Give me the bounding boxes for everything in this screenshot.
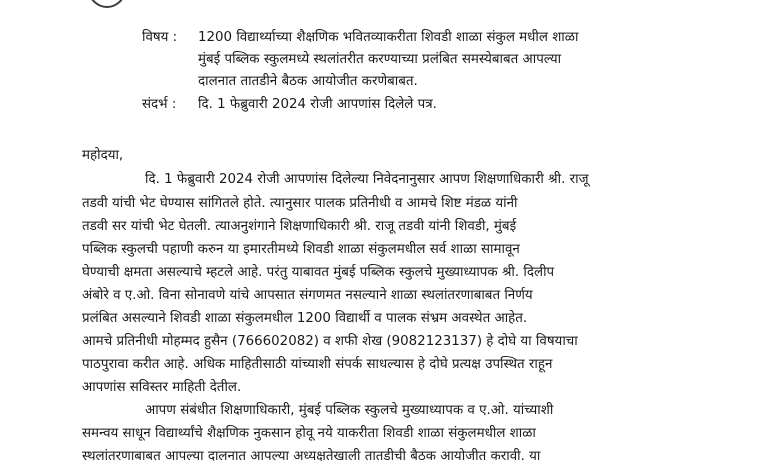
body-line: अंबोरे व ए.ओ. विना सोनावणे यांचे आपसात संगणमत नसल्याने शाळा स्थलांतरणाबाबत निर्णय xyxy=(82,288,533,303)
letterhead-logo-fragment xyxy=(88,0,126,8)
salutation: महोदया, xyxy=(82,148,124,163)
subject-line-3: दालनात तातडीने बैठक आयोजीत करणेबाबत. xyxy=(198,74,418,89)
subject-line-2: मुंबई पब्लिक स्कुलमध्ये स्थलांतरीत करण्याच्या प्रलंबित समस्येबाबत आपल्या xyxy=(198,52,562,67)
body-line: घेण्याची क्षमता असल्याचे म्हटले आहे. परंतु याबावत मुंबई पब्लिक स्कुलचे मुख्याध्यापक श्री. दिलीप xyxy=(82,265,555,280)
body-line: पब्लिक स्कुलची पहाणी करुन या इमारतीमध्ये शिवडी शाळा संकुलमधील सर्व शाळा सामावून xyxy=(82,242,520,257)
body-line: दि. 1 फेब्रुवारी 2024 रोजी आपणांस दिलेल्या निवेदनानुसार आपण शिक्षणाधिकारी श्री. राजू xyxy=(145,172,589,187)
body-line: आमचे प्रतिनीधी मोहम्मद हुसैन (766602082) व शफी शेख (9082123137) हे दोघे या विषयाचा xyxy=(82,334,578,349)
subject-label: विषय : xyxy=(142,30,178,45)
reference-label: संदर्भ : xyxy=(142,97,177,112)
body-line: प्रलंबित असल्याने शिवडी शाळा संकुलमधील 1200 विद्यार्थी व पालक संभ्रम अवस्थेत आहेत. xyxy=(82,311,528,326)
body-line: समन्वय साधून विद्यार्थ्यांचे शैक्षणिक नुकसान होवू नये याकरीता शिवडी शाळा संकुलमधील शाळा xyxy=(82,426,536,441)
body-line: पाठपुरावा करीत आहे. अधिक माहितीसाठी यांच्याशी संपर्क साधल्यास हे दोघे प्रत्यक्ष उपस्थित राहून xyxy=(82,357,553,372)
body-line: स्थलांतरणाबाबत आपल्या दालनात आपल्या अध्यक्षतेखाली तातडीची बैठक आयोजीत करावी. या xyxy=(82,449,541,464)
reference-text: दि. 1 फेब्रुवारी 2024 रोजी आपणांस दिलेले पत्र. xyxy=(198,97,437,112)
body-line: आपणांस सविस्तर माहिती देतील. xyxy=(82,380,242,395)
body-line: तडवी यांची भेट घेण्यास सांगितले होते. त्यानुसार पालक प्रतिनीधी व आमचे शिष्ट मंडळ यांनी xyxy=(82,196,518,211)
body-line: आपण संबंधीत शिक्षणाधिकारी, मुंबई पब्लिक स्कुलचे मुख्याध्यापक व ए.ओ. यांच्याशी xyxy=(145,403,554,418)
subject-line-1: 1200 विद्यार्थ्याच्या शैक्षणिक भवितव्याकरीता शिवडी शाळा संकुल मधील शाळा xyxy=(198,30,579,45)
body-line: तडवी सर यांची भेट घेतली. त्याअनुशंगाने शिक्षणाधिकारी श्री. राजू तडवी यांनी शिवडी, मुंबई xyxy=(82,219,517,234)
